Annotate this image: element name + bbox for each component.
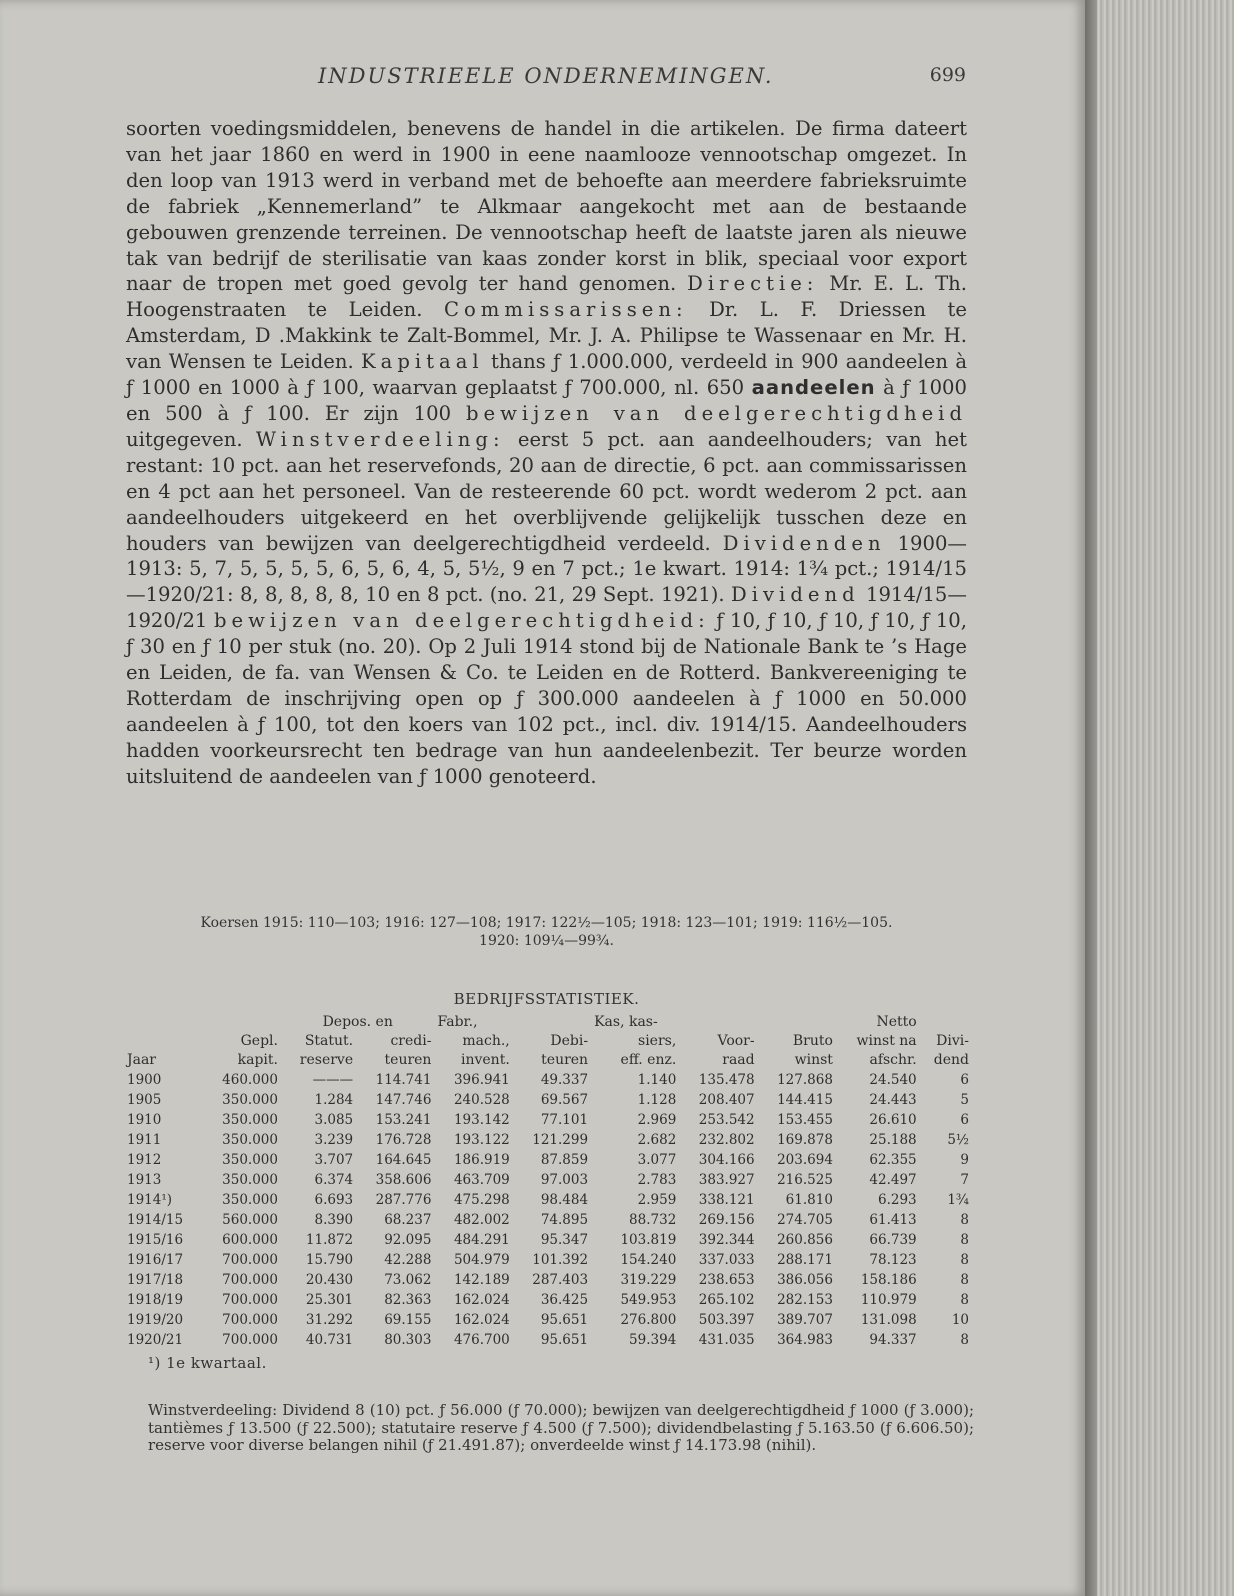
value-cell: 700.000 [222, 1252, 278, 1268]
value-cell: 94.337 [869, 1332, 917, 1348]
value-cell: 265.102 [698, 1292, 755, 1308]
value-cell: 253.542 [698, 1112, 755, 1128]
dividenden-label: Dividenden [722, 531, 886, 555]
header-cell: reserve [299, 1052, 354, 1068]
year-cell: 1905 [127, 1092, 162, 1108]
value-cell: 87.859 [540, 1152, 589, 1168]
koersen-line-2: 1920: 109¼—99¾. [479, 933, 614, 949]
value-cell: 350.000 [222, 1152, 278, 1168]
value-cell: 8 [960, 1332, 969, 1348]
value-cell: 386.056 [777, 1272, 833, 1288]
value-cell: 154.240 [620, 1252, 677, 1268]
value-cell: 1¾ [947, 1192, 969, 1208]
value-cell: 3.077 [637, 1152, 677, 1168]
dividend-bewijzen-label: Dividend [731, 583, 860, 607]
value-cell: 700.000 [222, 1272, 278, 1288]
table-row [124, 1070, 972, 1090]
value-cell: 24.540 [869, 1072, 917, 1088]
value-cell: 504.979 [453, 1252, 510, 1268]
header-cell: winst na [856, 1033, 917, 1049]
value-cell: 8 [960, 1292, 969, 1308]
stats-table-body [124, 1070, 972, 1350]
table-row [124, 1090, 972, 1110]
header-cell [124, 1032, 203, 1051]
intro-text: soorten voedingsmiddelen, benevens de handel in die artikelen. De firma dateert van het jaar 1860 en werd in 1900 in eene naamlooze vennootschap omgezet. In den loop van 1913 werd in verband met de behoefte aan meerdere fabrieksruimte de fabriek „Kennemerland” te Alkmaar aangekocht met aan de bestaande gebouwen grenzende terreinen. De vennootschap heeft de laatste jaren als nieuwe tak van bedrijf de sterilisatie van kaas zonder korst in blik, speciaal voor export naar de tropen met goed gevolg ter hand genomen. [126, 117, 967, 296]
header-cell: teuren [541, 1052, 589, 1068]
value-cell: 203.694 [777, 1152, 833, 1168]
winstverdeeling-paragraph: Winstverdeeling: Dividend 8 (10) pct. ƒ 56.000 (ƒ 70.000); bewijzen van deelgerechtigdheid ƒ 1000 (ƒ 3.000); tantièmes ƒ 13.500 (ƒ 22.500); statutaire reserve ƒ 4.500 (ƒ 7.500); dividendbelasting ƒ 5.163.50 (ƒ 6.606.50); reserve voor diverse belangen nihil (ƒ 21.491.87); onverdeelde winst ƒ 14.173.98 (nihil). [148, 1401, 974, 1454]
value-cell: 164.645 [375, 1152, 432, 1168]
header-cell: dend [933, 1052, 969, 1068]
value-cell: 101.392 [532, 1252, 589, 1268]
header-cell: teuren [384, 1052, 432, 1068]
value-cell: 42.288 [384, 1252, 432, 1268]
header-cell: raad [722, 1052, 755, 1068]
value-cell: 26.610 [869, 1112, 917, 1128]
bewijzen-text: uitgegeven. [126, 427, 243, 451]
year-cell: 1919/20 [127, 1312, 184, 1328]
header-cell: Kas, kas- [594, 1014, 658, 1030]
value-cell: 78.123 [869, 1252, 917, 1268]
value-cell: 5½ [947, 1132, 969, 1148]
value-cell: 260.856 [777, 1232, 833, 1248]
value-cell: 1.128 [637, 1092, 677, 1108]
table-row [124, 1130, 972, 1150]
value-cell: 8 [960, 1212, 969, 1228]
value-cell: 208.407 [698, 1092, 755, 1108]
value-cell: 304.166 [698, 1152, 755, 1168]
value-cell: 176.728 [375, 1132, 432, 1148]
value-cell: 20.430 [305, 1272, 354, 1288]
value-cell: 700.000 [222, 1312, 278, 1328]
value-cell: 287.776 [375, 1192, 432, 1208]
value-cell: 25.188 [869, 1132, 917, 1148]
value-cell: 350.000 [222, 1112, 278, 1128]
header-cell: Voor- [717, 1033, 755, 1049]
running-title: INDUSTRIEELE ONDERNEMINGEN. [318, 64, 774, 88]
value-cell: 3.085 [314, 1112, 354, 1128]
header-cell: mach., [462, 1033, 510, 1049]
value-cell: 127.868 [777, 1072, 833, 1088]
header-cell: kapit. [237, 1052, 278, 1068]
page-header [120, 62, 970, 92]
value-cell: 463.709 [453, 1172, 510, 1188]
header-cell [513, 1013, 591, 1032]
value-cell: 269.156 [698, 1212, 755, 1228]
winstverdeeling-label: Winstverdeeling: [255, 427, 505, 451]
dividend-bewijzen-label-2: bewijzen van deelgerechtigdheid: [213, 609, 710, 633]
year-cell: 1910 [127, 1112, 162, 1128]
value-cell: 276.800 [620, 1312, 677, 1328]
value-cell: 287.403 [532, 1272, 589, 1288]
header-cell: Divi- [936, 1033, 969, 1049]
table-row [124, 1230, 972, 1250]
koersen-block [126, 914, 967, 950]
table-row [124, 1250, 972, 1270]
value-cell: 350.000 [222, 1092, 278, 1108]
year-cell: 1918/19 [127, 1292, 184, 1308]
value-cell: 62.355 [869, 1152, 917, 1168]
table-row [124, 1190, 972, 1210]
table-footnote: ¹) 1e kwartaal. [148, 1354, 267, 1372]
value-cell: 82.363 [384, 1292, 432, 1308]
value-cell: 153.455 [777, 1112, 833, 1128]
header-cell: Bruto [792, 1033, 833, 1049]
value-cell: 36.425 [540, 1292, 589, 1308]
value-cell: 24.443 [869, 1092, 917, 1108]
value-cell: 97.003 [540, 1172, 589, 1188]
value-cell: 389.707 [777, 1312, 833, 1328]
kapitaal-text-1: thans ƒ 1.000.000, verdeeld in 900 aandeelen à ƒ 1000 en 1000 à ƒ 100, waarvan geplaatst ƒ 700.000, nl. 650 [126, 350, 967, 400]
value-cell: 8 [960, 1272, 969, 1288]
value-cell: 232.802 [698, 1132, 755, 1148]
header-row-3 [124, 1051, 972, 1070]
value-cell: 482.002 [453, 1212, 510, 1228]
value-cell: 2.969 [637, 1112, 677, 1128]
value-cell: 103.819 [620, 1232, 677, 1248]
value-cell: 8 [960, 1252, 969, 1268]
header-cell [920, 1013, 972, 1032]
header-cell: Statut. [304, 1033, 354, 1049]
value-cell: 431.035 [698, 1332, 755, 1348]
year-cell: 1920/21 [127, 1332, 184, 1348]
table-row [124, 1330, 972, 1350]
value-cell: 484.291 [453, 1232, 510, 1248]
value-cell: 476.700 [453, 1332, 510, 1348]
value-cell: 319.229 [620, 1272, 677, 1288]
value-cell: 1.140 [637, 1072, 677, 1088]
value-cell: 364.983 [777, 1332, 833, 1348]
commissarissen-label: Commissarissen: [444, 298, 688, 322]
book-binding [1085, 0, 1097, 1596]
value-cell: 144.415 [777, 1092, 833, 1108]
table-row [124, 1270, 972, 1290]
year-cell: 1914¹) [127, 1192, 173, 1208]
value-cell: 49.337 [540, 1072, 589, 1088]
value-cell: 74.895 [540, 1212, 589, 1228]
value-cell: 25.301 [305, 1292, 354, 1308]
value-cell: 73.062 [384, 1272, 432, 1288]
koersen-line-1: Koersen 1915: 110—103; 1916: 127—108; 1917: 122½—105; 1918: 123—101; 1919: 116½—105. [200, 915, 893, 931]
stats-title: BEDRIJFSSTATISTIEK. [453, 990, 640, 1008]
bewijzen-label: bewijzen van deelgerechtigdheid [466, 401, 967, 425]
value-cell: 121.299 [532, 1132, 589, 1148]
value-cell: 95.651 [540, 1312, 589, 1328]
value-cell: 600.000 [222, 1232, 278, 1248]
value-cell: 193.122 [453, 1132, 510, 1148]
stats-table-head [124, 1013, 972, 1070]
value-cell: 238.653 [698, 1272, 755, 1288]
value-cell: 80.303 [384, 1332, 432, 1348]
value-cell: 169.878 [777, 1132, 833, 1148]
value-cell: 6.293 [878, 1192, 917, 1208]
value-cell: 77.101 [540, 1112, 589, 1128]
value-cell: 503.397 [698, 1312, 755, 1328]
value-cell: 40.731 [305, 1332, 354, 1348]
header-cell: invent. [460, 1052, 510, 1068]
value-cell: 240.528 [453, 1092, 510, 1108]
page-number: 699 [929, 64, 966, 86]
value-cell: 274.705 [777, 1212, 833, 1228]
value-cell: 2.783 [637, 1172, 677, 1188]
header-cell: eff. enz. [620, 1052, 677, 1068]
table-row [124, 1150, 972, 1170]
value-cell: 162.024 [453, 1312, 510, 1328]
value-cell: 700.000 [222, 1332, 278, 1348]
year-cell: 1917/18 [127, 1272, 184, 1288]
value-cell: 383.927 [698, 1172, 755, 1188]
value-cell: 282.153 [777, 1292, 833, 1308]
value-cell: 2.959 [637, 1192, 677, 1208]
value-cell: 31.292 [305, 1312, 354, 1328]
value-cell: 10 [951, 1312, 969, 1328]
value-cell: 3.707 [314, 1152, 354, 1168]
year-cell: 1900 [127, 1072, 162, 1088]
inschrijving-text: Op 2 Juli 1914 stond bij de Nationale Bank te ’s Hage en Leiden, de fa. van Wensen & Co. te Leiden en de Rotterd. Bankvereeniging te Rotterdam de inschrijving open op ƒ 300.000 aandeelen à ƒ 1000 en 50.000 aandeelen à ƒ 100, tot den koers van 102 pct., incl. div. 1914/15. Aandeelhouders hadden voorkeursrecht ten bedrage van hun aandeelenbezit. Ter beurze worden uitsluitend de aandeelen van ƒ 1000 genoteerd. [126, 635, 967, 788]
dividenden-text: 1900—1913: 5, 7, 5, 5, 5, 5, 6, 5, 6, 4, 5, 5½, 9 en 7 pct.; 1e kwart. 1914: 1¾ pct.; 1914/15—1920/21: 8, 8, 8, 8, 8, 10 en 8 pct. (no. 21, 29 Sept. 1921). [126, 531, 968, 607]
value-cell: 142.189 [453, 1272, 510, 1288]
year-cell: 1913 [127, 1172, 162, 1188]
value-cell: 3.239 [314, 1132, 354, 1148]
commissarissen-text: Dr. L. F. Driessen te Amsterdam, D .Makkink te Zalt-Bommel, Mr. J. A. Philipse te Wassenaar en Mr. H. van Wensen te Leiden. [126, 298, 967, 374]
header-row-1 [124, 1013, 972, 1032]
value-cell: 42.497 [869, 1172, 917, 1188]
header-cell [679, 1013, 757, 1032]
value-cell: 700.000 [222, 1292, 278, 1308]
header-cell [203, 1013, 281, 1032]
value-cell: 350.000 [222, 1172, 278, 1188]
value-cell: 95.651 [540, 1332, 589, 1348]
value-cell: 61.810 [785, 1192, 833, 1208]
value-cell: 8 [960, 1232, 969, 1248]
year-cell: 1916/17 [127, 1252, 184, 1268]
stats-table [124, 1013, 972, 1350]
header-row-2 [124, 1032, 972, 1051]
value-cell: 153.241 [375, 1112, 432, 1128]
header-cell [758, 1013, 836, 1032]
header-cell: Fabr., [437, 1014, 478, 1030]
value-cell: 131.098 [860, 1312, 917, 1328]
header-cell [124, 1013, 203, 1032]
value-cell: 66.739 [869, 1232, 917, 1248]
table-row [124, 1170, 972, 1190]
winstverdeeling-text: eerst 5 pct. aan aandeelhouders; van het restant: 10 pct. aan het reservefonds, 20 aan de directie, 6 pct. aan commissarissen en 4 pct aan het personeel. Van de resteerende 60 pct. wordt wederom 2 pct. aan aandeelhouders uitgekeerd en het overblijvende gelijkelijk tusschen deze en houders van bewijzen van deelgerechtigdheid verdeeld. [126, 427, 968, 555]
value-cell: 158.186 [860, 1272, 917, 1288]
header-cell: credi- [390, 1033, 432, 1049]
header-cell: Debi- [550, 1033, 589, 1049]
value-cell: 338.121 [698, 1192, 755, 1208]
company-description [126, 116, 967, 790]
year-cell: 1914/15 [127, 1212, 184, 1228]
value-cell: 7 [960, 1172, 969, 1188]
value-cell: 162.024 [453, 1292, 510, 1308]
dividend-bewijzen-years: 1914/15—1920/21 [126, 583, 967, 633]
value-cell: 288.171 [777, 1252, 833, 1268]
header-cell: Jaar [127, 1052, 156, 1068]
value-cell: 114.741 [375, 1072, 432, 1088]
value-cell: 350.000 [222, 1192, 278, 1208]
table-row [124, 1290, 972, 1310]
table-row [124, 1210, 972, 1230]
value-cell: 69.567 [540, 1092, 589, 1108]
value-cell: 560.000 [222, 1212, 278, 1228]
value-cell: 549.953 [620, 1292, 677, 1308]
value-cell: 110.979 [860, 1292, 917, 1308]
year-cell: 1911 [127, 1132, 162, 1148]
value-cell: 88.732 [629, 1212, 677, 1228]
header-cell: afschr. [869, 1052, 917, 1068]
value-cell: 2.682 [637, 1132, 677, 1148]
header-cell: Gepl. [240, 1033, 278, 1049]
value-cell: 6 [960, 1112, 969, 1128]
kapitaal-text-2: à ƒ 1000 en 500 à ƒ 100. Er zijn 100 [126, 376, 967, 425]
header-cell: Depos. en [322, 1014, 393, 1030]
value-cell: 68.237 [384, 1212, 432, 1228]
header-cell: winst [794, 1052, 833, 1068]
value-cell: 9 [960, 1152, 969, 1168]
value-cell: 6 [960, 1072, 969, 1088]
value-cell: 396.941 [453, 1072, 510, 1088]
value-cell: 193.142 [453, 1112, 510, 1128]
kapitaal-label: Kapitaal [361, 350, 484, 374]
page-edges [1085, 0, 1234, 1596]
table-row [124, 1110, 972, 1130]
value-cell: 6.374 [314, 1172, 354, 1188]
value-cell: 15.790 [305, 1252, 354, 1268]
year-cell: 1912 [127, 1152, 162, 1168]
value-cell: 11.872 [305, 1232, 354, 1248]
value-cell: 216.525 [777, 1172, 833, 1188]
table-row [124, 1310, 972, 1330]
value-cell: 147.746 [375, 1092, 432, 1108]
directie-label: Directie: [687, 272, 819, 296]
value-cell: 475.298 [453, 1192, 510, 1208]
value-cell: 135.478 [698, 1072, 755, 1088]
value-cell: 460.000 [222, 1072, 278, 1088]
directie-text: Mr. E. L. Th. Hoogenstraaten te Leiden. [126, 272, 968, 322]
value-cell: 92.095 [384, 1232, 432, 1248]
value-cell: 392.344 [698, 1232, 755, 1248]
value-cell: 8.390 [314, 1212, 354, 1228]
value-cell: 95.347 [540, 1232, 589, 1248]
value-cell: 358.606 [375, 1172, 432, 1188]
value-cell: 59.394 [629, 1332, 677, 1348]
value-cell: 350.000 [222, 1132, 278, 1148]
aandeelen-bold: aandeelen [751, 376, 876, 400]
header-cell: siers, [638, 1033, 677, 1049]
value-cell: 337.033 [698, 1252, 755, 1268]
value-cell: 69.155 [384, 1312, 432, 1328]
header-cell: Netto [876, 1014, 917, 1030]
year-cell: 1915/16 [127, 1232, 184, 1248]
value-cell: ——— [312, 1072, 354, 1088]
value-cell: 186.919 [453, 1152, 510, 1168]
value-cell: 61.413 [869, 1212, 917, 1228]
dividend-bewijzen-text: ƒ 10, ƒ 10, ƒ 10, ƒ 10, ƒ 10, ƒ 30 en ƒ 10 per stuk (no. 20). [126, 609, 967, 659]
value-cell: 5 [960, 1092, 969, 1108]
value-cell: 1.284 [314, 1092, 354, 1108]
value-cell: 6.693 [314, 1192, 354, 1208]
value-cell: 98.484 [540, 1192, 589, 1208]
